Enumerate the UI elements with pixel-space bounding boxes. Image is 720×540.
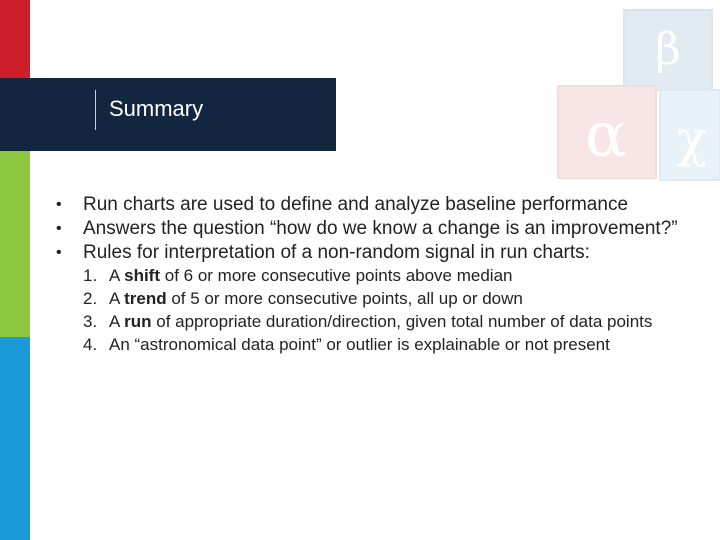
bullet-text: Rules for interpretation of a non-random signal in run charts: — [83, 242, 590, 263]
block-beta-letter: β — [655, 24, 681, 75]
rule-item — [83, 335, 696, 355]
rule-item — [83, 266, 696, 286]
bullet-glyph: • — [56, 244, 62, 261]
bullet-item — [56, 218, 696, 239]
side-bar-green — [0, 151, 30, 337]
rule-prefix: A — [109, 289, 125, 308]
rule-item — [83, 289, 696, 309]
rule-keyword: trend — [124, 289, 167, 308]
block-alpha-letter: α — [585, 98, 627, 171]
rule-item — [83, 312, 696, 332]
rule-text: An “astronomical data point” or outlier is explainable or not present — [109, 335, 610, 354]
rule-keyword: run — [124, 312, 152, 331]
bullet-item — [56, 242, 696, 355]
bullet-glyph: • — [56, 196, 62, 213]
rule-suffix: of 6 or more consecutive points above median — [160, 266, 513, 285]
side-bar-blue — [0, 337, 30, 540]
title-divider — [95, 90, 96, 130]
slide-body — [56, 194, 696, 358]
rule-number: 1. — [83, 266, 98, 285]
rules-list — [83, 266, 696, 355]
rule-prefix: A — [109, 312, 125, 331]
block-chi-letter: χ — [676, 110, 708, 168]
rule-prefix: A — [109, 266, 125, 285]
bullet-glyph: • — [56, 220, 62, 237]
bullet-text: Answers the question “how do we know a change is an improvement?” — [83, 218, 678, 239]
rule-number: 4. — [83, 335, 98, 354]
slide-title: Summary — [109, 96, 204, 121]
alphabet-blocks-image — [556, 6, 720, 182]
rule-number: 2. — [83, 289, 98, 308]
bullet-text: Run charts are used to define and analyze baseline performance — [83, 194, 629, 215]
title-band — [0, 78, 336, 151]
rule-suffix: of 5 or more consecutive points, all up or down — [166, 289, 523, 308]
bullet-list — [56, 194, 696, 355]
rule-suffix: of appropriate duration/direction, given total number of data points — [151, 312, 653, 331]
side-bar-red — [0, 0, 30, 78]
rule-keyword: shift — [124, 266, 161, 285]
bullet-item — [56, 194, 696, 215]
rule-number: 3. — [83, 312, 98, 331]
